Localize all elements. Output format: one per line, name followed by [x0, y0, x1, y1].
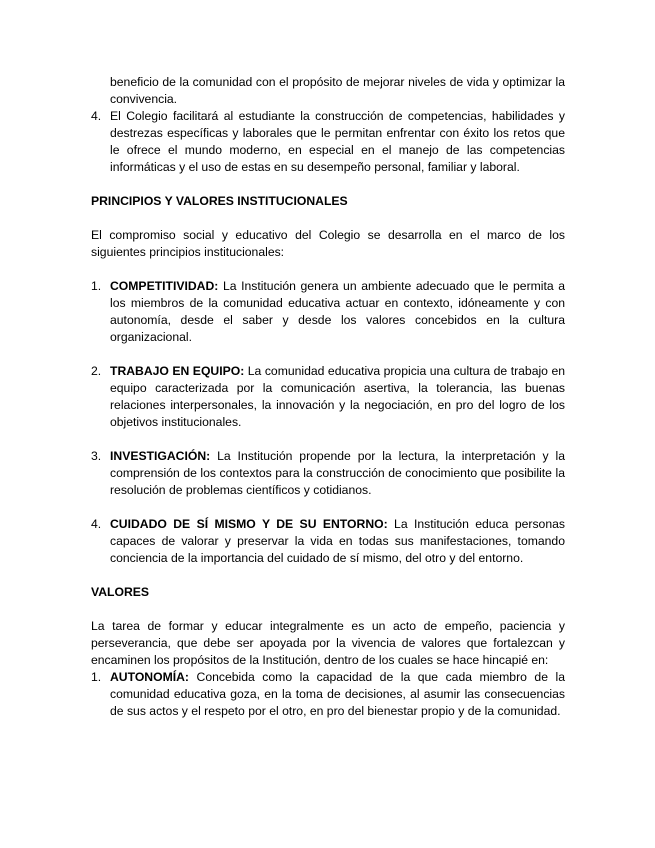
value-item-body: [110, 669, 565, 720]
document-page: [91, 74, 565, 720]
principle-text: La Institución educa personas capaces de valorar y preservar la vida en todas sus manifestaciones, tomando conciencia de la importancia del cuidado de sí mismo, del otro y del entorno.: [110, 517, 565, 565]
values-intro: La tarea de formar y educar integralmente es un acto de empeño, paciencia y perseverancia, que debe ser apoyada por la vivencia de valores que fortalezcan y encaminen los propósitos de la Institución, dentro de los cuales se hace hincapié en:: [91, 619, 565, 667]
principle-item-investigacion: [91, 448, 565, 499]
value-label: AUTONOMÍA:: [110, 670, 189, 684]
objective-item-4: [91, 108, 565, 176]
principle-label: INVESTIGACIÓN:: [110, 449, 211, 463]
values-heading: VALORES: [91, 585, 150, 599]
list-number: 3.: [91, 449, 102, 463]
principle-text: La Institución genera un ambiente adecuado que le permita a los miembros de la comunidad educativa actuar en contexto, idóneamente y con autonomía, desde el saber y desde los valores concebidos en la cultura organizacional.: [110, 279, 566, 344]
principle-item-competitividad: [91, 278, 565, 346]
principle-item-trabajo-en-equipo: [91, 363, 565, 431]
principles-heading: PRINCIPIOS Y VALORES INSTITUCIONALES: [91, 194, 348, 208]
principle-label: CUIDADO DE SÍ MISMO Y DE SU ENTORNO:: [110, 517, 388, 531]
value-text: Concebida como la capacidad de la que cada miembro de la comunidad educativa goza, en la toma de decisiones, al asumir las consecuencias de sus actos y el respeto por el otro, en pro del bienestar propio y de la comunidad.: [110, 670, 565, 718]
principle-item-body: [110, 278, 565, 346]
principle-text: La comunidad educativa propicia una cultura de trabajo en equipo caracterizada por la comunicación asertiva, la tolerancia, las buenas relaciones interpersonales, la innovación y la negociación, en pro del logro de los objetivos institucionales.: [110, 364, 565, 429]
principle-label: TRABAJO EN EQUIPO:: [110, 364, 245, 378]
principle-text: La Institución propende por la lectura, la interpretación y la comprensión de los contextos para la construcción de conocimiento que posibilite la resolución de problemas científicos y cotidianos.: [110, 449, 565, 497]
continued-item-text: beneficio de la comunidad con el propósito de mejorar niveles de vida y optimizar la convivencia.: [110, 75, 565, 106]
list-number: 1.: [91, 670, 102, 684]
list-number: 4.: [91, 109, 102, 123]
list-number: 1.: [91, 279, 102, 293]
continued-list-item: [91, 74, 565, 108]
principle-item-body: [110, 363, 565, 431]
principle-item-body: [110, 448, 565, 499]
list-number: 4.: [91, 517, 102, 531]
objective-item-text: El Colegio facilitará al estudiante la construcción de competencias, habilidades y destrezas específicas y laborales que le permitan enfrentar con éxito los retos que le ofrece el mundo moderno, en especial en el manejo de las competencias informáticas y el uso de estas en su desempeño personal, familiar y laboral.: [110, 109, 565, 174]
value-item-autonomia: [91, 669, 565, 720]
principle-item-cuidado: [91, 516, 565, 567]
principle-item-body: [110, 516, 565, 567]
list-number: 2.: [91, 364, 102, 378]
principle-label: COMPETITIVIDAD:: [110, 279, 219, 293]
principles-intro: El compromiso social y educativo del Colegio se desarrolla en el marco de los siguientes principios institucionales:: [91, 228, 565, 259]
